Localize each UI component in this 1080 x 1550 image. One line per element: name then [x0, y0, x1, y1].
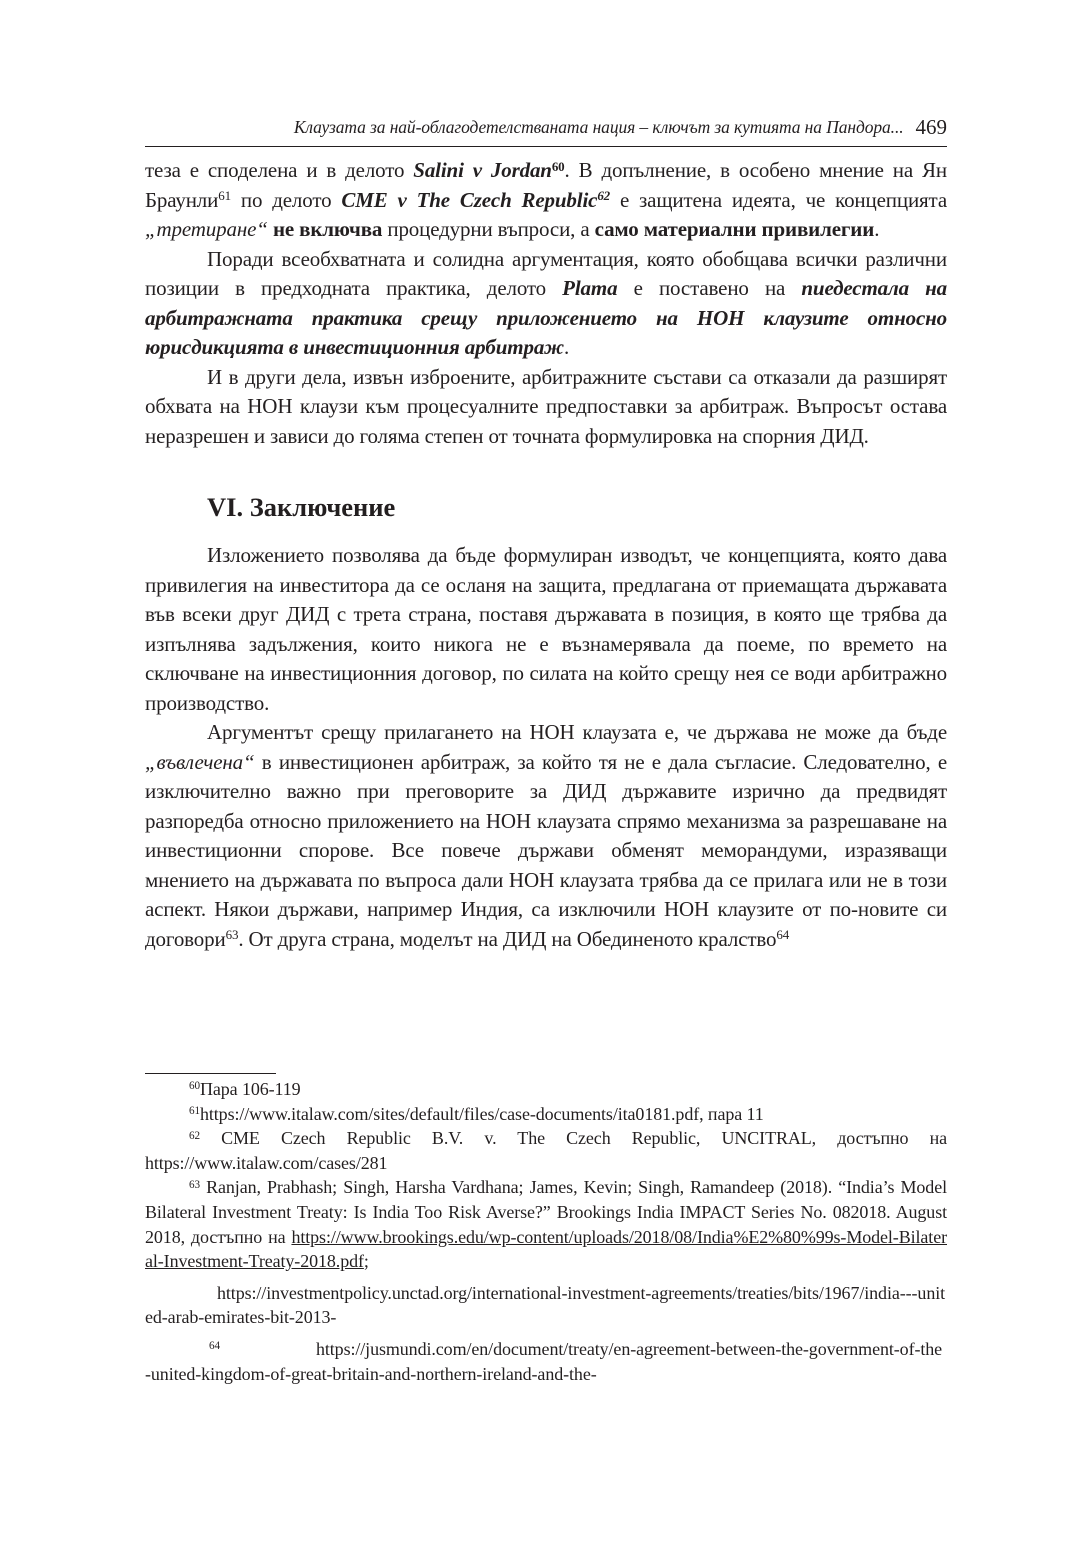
text-run: . От друга страна, моделът на ДИД на Обединеното кралство: [238, 926, 777, 951]
footnote-number: 61: [189, 1105, 200, 1118]
footnote-62: [145, 1126, 947, 1175]
footnote-ref-61: 61: [218, 188, 231, 203]
emphasized-phrase: пиедестала на арбитражната практика срещу приложението на НОН клаузите относно юрисдикцията в инвестиционния арбитраж: [145, 276, 947, 359]
text-run: Поради всеобхватната и солидна аргументация, която обобщава всички различни позиции в предходната практика, делото: [145, 246, 947, 300]
footnote-text: Пара 106-119: [199, 1079, 301, 1099]
footnote-64: [145, 1337, 947, 1386]
footnote-url: https://jusmundi.com/en/document/treaty/en-agreement-between-the-government-of-the-united-kingdom-of-great-britain-and-northern-ireland-and-the-: [145, 1338, 943, 1384]
running-head-title: Клаузата за най-облагодетелстваната нация – ключът за кутията на Пандора...: [293, 117, 904, 137]
footnote-ref-63: 63: [225, 927, 239, 942]
footnote-link[interactable]: https://www.brookings.edu/wp-content/uploads/2018/08/India%E2%80%99s-Model-Bilateral-Investment-Treaty-2018.pdf: [145, 1226, 947, 1272]
text-run: теза е споделена и в делото: [145, 158, 414, 182]
footnote-text: https://www.italaw.com/sites/default/files/case-documents/ita0181.pdf, пара 11: [199, 1103, 764, 1124]
text-run: е защитена идеята, че концепцията: [610, 187, 948, 212]
footnote-60: [145, 1077, 947, 1102]
footnotes: [145, 1077, 947, 1386]
text-run: .: [564, 335, 570, 359]
text-run: .: [874, 217, 880, 241]
text-run: по делото: [230, 187, 342, 212]
footnote-text: CME Czech Republic B.V. v. The Czech Republic, UNCITRAL, достъпно на https://www.italaw.com/cases/281: [145, 1128, 948, 1173]
footnote-divider: [145, 1073, 276, 1074]
footnote-text: Ranjan, Prabhash; Singh, Harsha Vardhana; James, Kevin; Singh, Ramandeep (2018). “India’s Model Bilateral Investment Treaty: Is India Too Risk Averse?” Brookings India IMPACT Series No. 082018. August 2018, достъпно на: [145, 1177, 947, 1247]
footnote-63-continued: [145, 1281, 947, 1330]
page-number: 469: [915, 115, 947, 139]
footnote-61: [145, 1102, 947, 1127]
text-run: в инвестиционен арбитраж, за който тя не е дала съгласие. Следователно, е изключително важно при преговорите за ДИД държавите изрично да предвидят разпоредба относно приложението на НОН клаузата спрямо механизма за разрешаване на инвестиционни спорове. Все повече държави обменят меморандуми, изразяващи мнението на държавата по въпроса дали НОН клаузата трябва да се прилага или не в този аспект. Някои държави, например Индия, са изключили НОН клаузите от по-новите си договори: [145, 749, 947, 951]
bold-phrase: не включва: [272, 217, 383, 241]
footnote-number: 64: [209, 1340, 220, 1353]
text-run: процедурни въпроси, а: [382, 217, 595, 241]
section-heading: VI. Заключение: [207, 492, 396, 522]
term-involved: „въвлечена“: [145, 749, 255, 774]
paragraph-2: [145, 245, 947, 363]
paragraph-5: [145, 718, 947, 954]
footnote-number: 63: [189, 1178, 200, 1191]
footnote-url: https://investmentpolicy.unctad.org/international-investment-agreements/treaties/bits/1967/india---united-arab-emirates-bit-2013-: [145, 1282, 946, 1328]
book-page: [145, 0, 947, 1550]
text-run: е поставено на: [617, 276, 802, 300]
footnote-number: 62: [189, 1129, 200, 1142]
text-run: Аргументът срещу прилагането на НОН клаузата е, че държава не може да бъде: [207, 720, 947, 744]
case-name-plama: Plama: [562, 276, 618, 300]
footnote-ref-62: 62: [597, 188, 611, 203]
paragraph-4: Изложението позволява да бъде формулиран изводът, че концепцията, която дава привилегия на инвеститора да се осланя на защита, предлагана от приемащата държавата във всеки друг ДИД с трета страна, поставя държавата в позиция, в която ще трябва да изпълнява задължения, които никога не е възнамерявала да поеме, по времето на сключване на инвестиционния договор, по силата на който срещу нея се води арбитражно производство.: [145, 543, 947, 715]
footnote-ref-60: 60: [551, 158, 565, 174]
paragraph-3: И в други дела, извън изброените, арбитражните състави са отказали да разширят обхвата на НОН клаузи към процесуалните предпоставки за арбитраж. Въпросът остава неразрешен и зависи до голяма степен от точната формулировка на спорния ДИД.: [145, 364, 947, 448]
case-name-cme: CME v The Czech Republic: [341, 187, 598, 212]
term-treatment: „третиране“: [145, 217, 268, 241]
paragraph-1: [145, 156, 947, 245]
text-run: . В допълнение, в особено мнение на Ян Браунли: [145, 158, 947, 212]
footnote-63: [145, 1175, 947, 1273]
body-text: [145, 156, 947, 954]
running-head: [145, 114, 947, 147]
footnote-number: 60: [189, 1080, 200, 1093]
footnote-ref-64: 64: [776, 927, 790, 942]
bold-phrase: само материални привилегии: [594, 217, 875, 241]
footnote-text: ;: [363, 1251, 369, 1272]
case-name-salini: Salini v Jordan: [413, 158, 552, 182]
